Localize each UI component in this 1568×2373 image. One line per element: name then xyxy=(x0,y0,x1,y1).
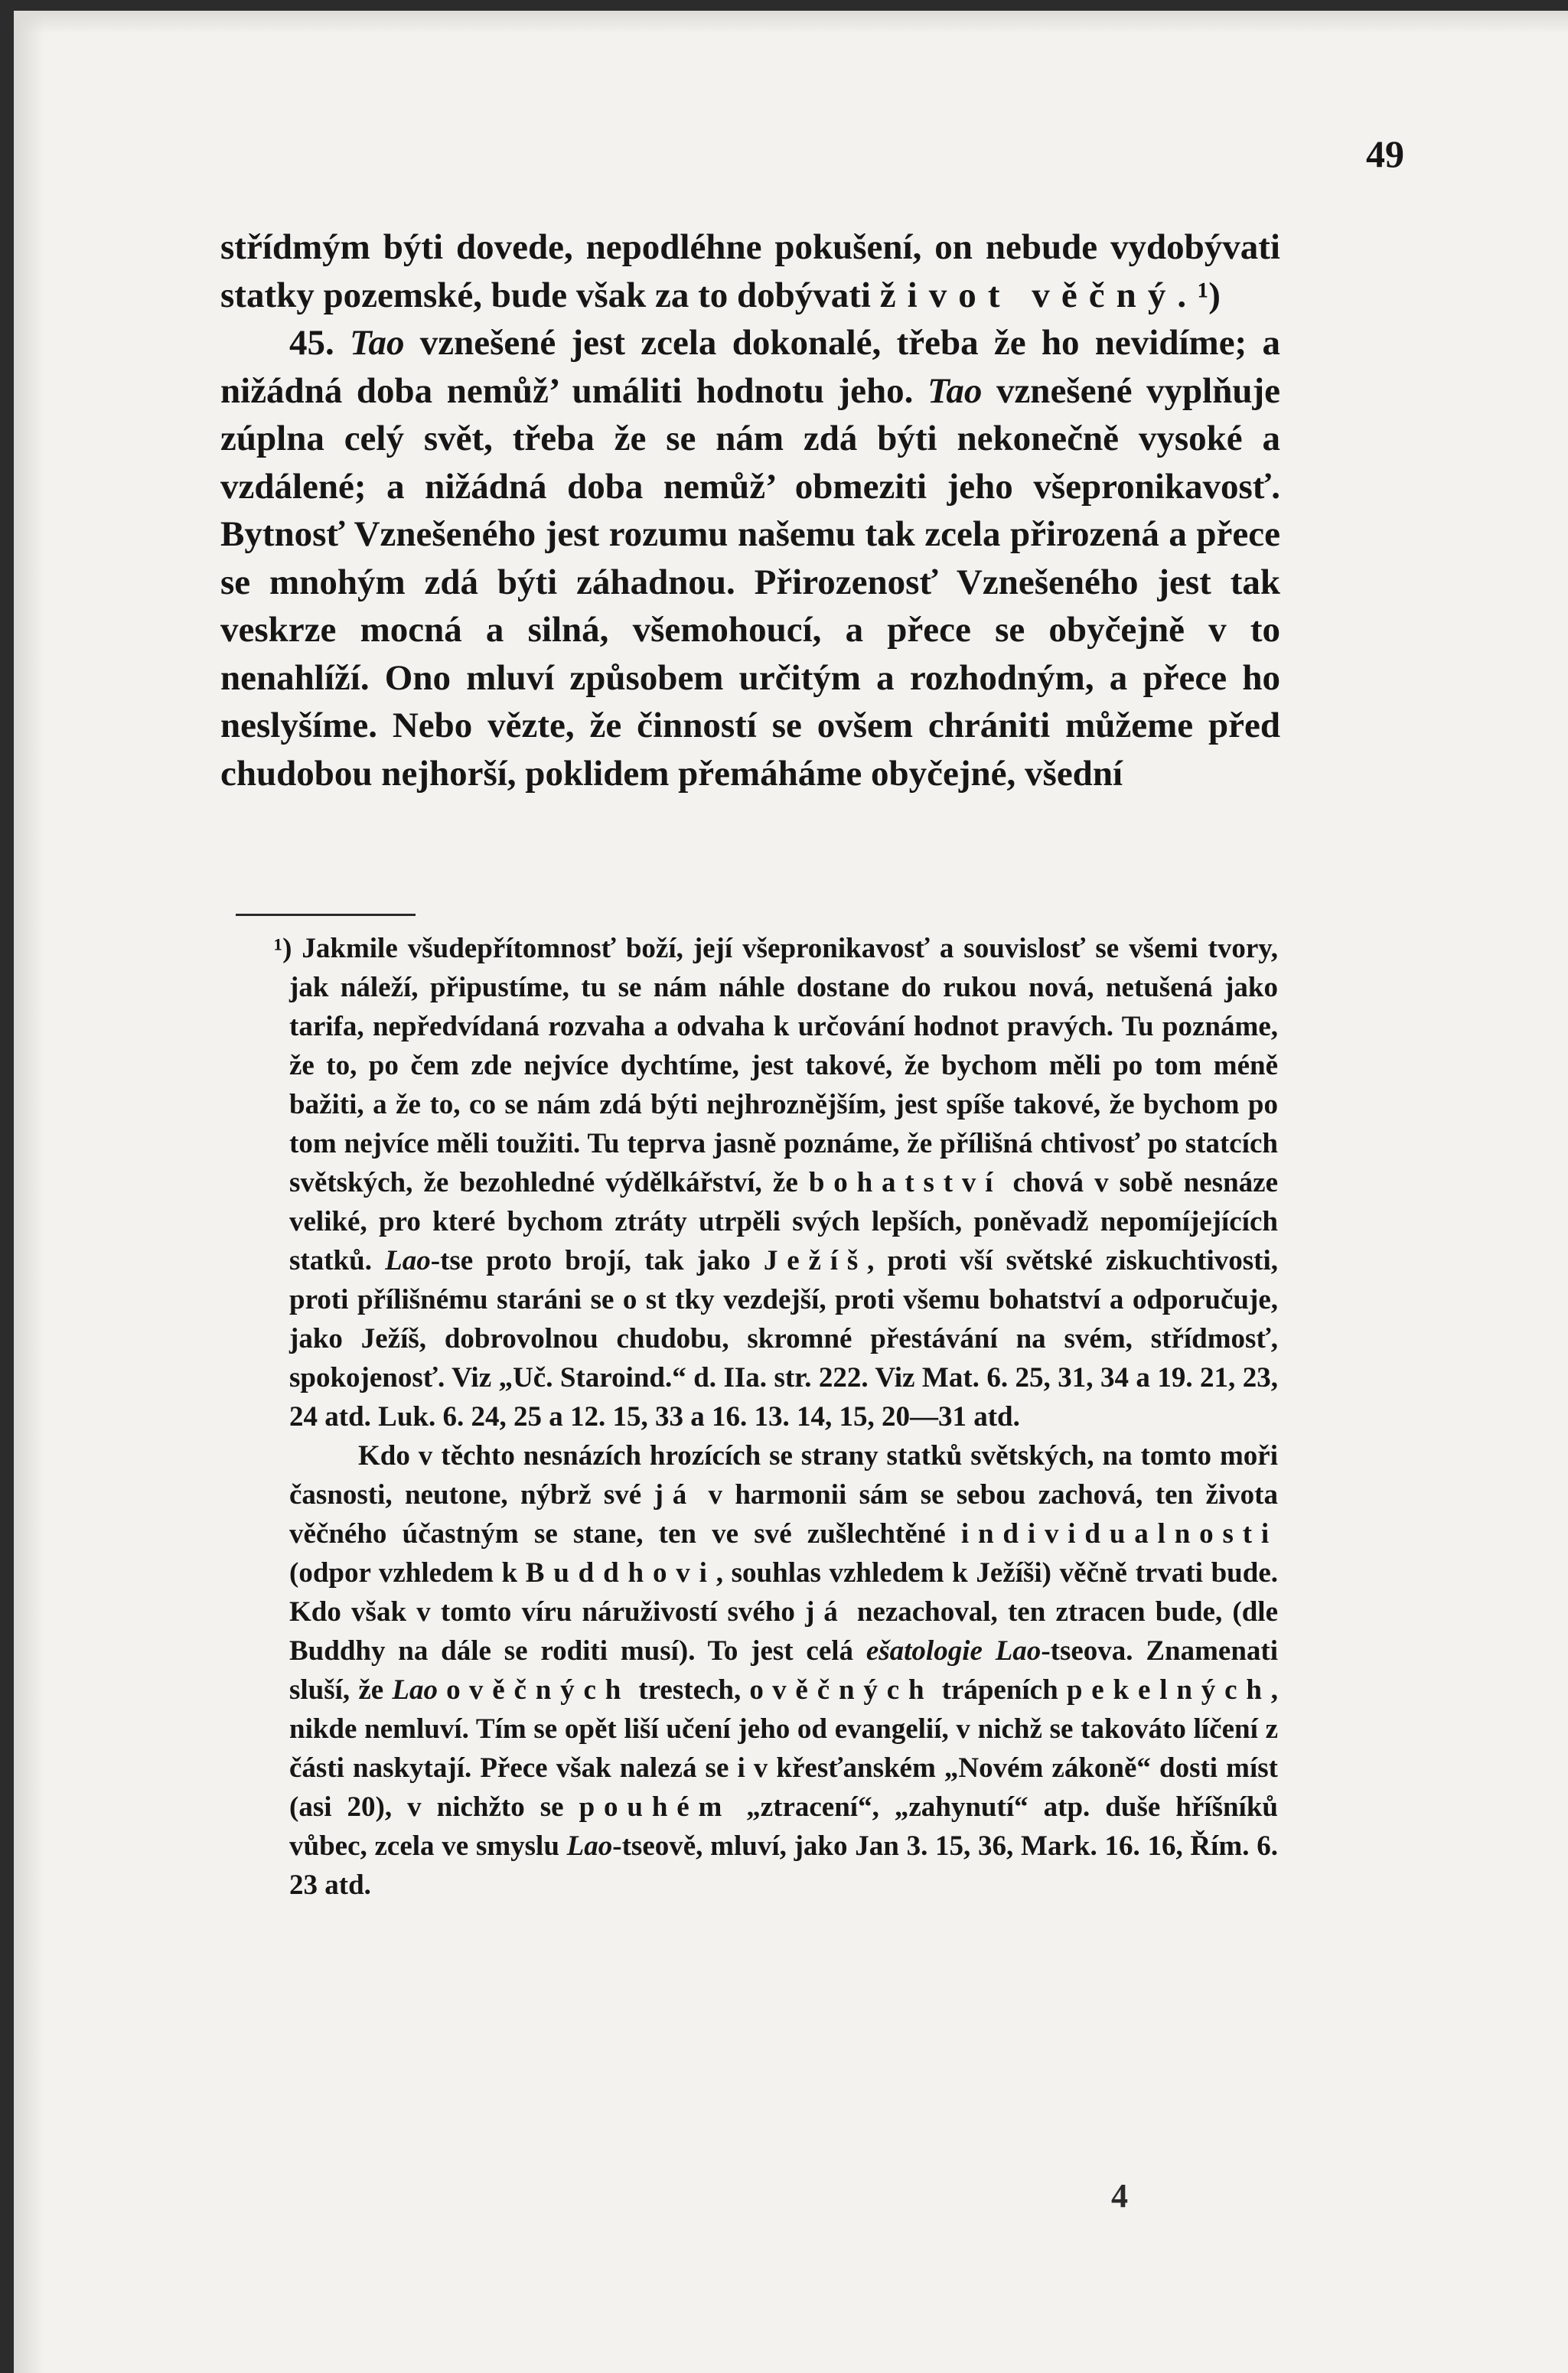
page-shadow-left xyxy=(14,11,44,2373)
paragraph-45: 45. Tao vznešené jest zcela dokonalé, třeba že ho nevidíme; a nižádná doba nemůž’ umáliti hodnotu jeho. Tao vznešené vyplňuje zúplna celý svět, třeba že se nám zdá býti nekonečně vysoké a vzdálené; a nižádná doba nemůž’ obmeziti jeho všepronikavosť. Bytnosť Vznešeného jest rozumu našemu tak zcela přirozená a přece se mnohým zdá býti záhadnou. Přirozenosť Vznešeného jest tak veskrze mocná a silná, všemohoucí, a přece se obyčejně v to nenahlíží. Ono mluví způsobem určitým a rozhodným, a přece ho neslyšíme. Nebo vězte, že činností se ovšem chrániti můžeme před chudobou nejhorší, poklidem přemáháme obyčejné, všední xyxy=(220,323,1280,794)
book-page xyxy=(14,11,1568,2373)
paragraph-continuation: střídmým býti dovede, nepodléhne pokušení, on nebude vydobývati statky pozemské, bude však za to dobývati život věčný.¹) xyxy=(220,227,1280,315)
sheet-signature-mark: 4 xyxy=(1111,2177,1128,2215)
page-shadow-top xyxy=(14,11,1568,34)
footnote-1: ¹) Jakmile všudepřítomnosť boží, její všepronikavosť a souvislosť se všemi tvory, jak náleží, připustíme, tu se nám náhle dostane do rukou nová, netušená jako tarifa, nepředvídaná rozvaha a odvaha k určování hodnot pravých. Tu poznáme, že to, po čem zde nejvíce dychtíme, jest takové, že bychom měli po tom méně bažiti, a že to, co se nám zdá býti nejhroznějším, jest spíše takové, že bychom po tom nejvíce měli toužiti. Tu teprva jasně poznáme, že přílišná chtivosť po statcích světských, že bezohledné výdělkářství, že bohatství chová v sobě nesnáze veliké, pro které bychom ztráty utrpěli svých lepších, poněvadž nepomíjejících statků. Lao-tse proto brojí, tak jako Ježíš, proti vší světské ziskuchtivosti, proti přílišnému staráni se o st tky vezdejší, proti všemu bohatství a odporučuje, jako Ježíš, dobrovolnou chudobu, skromné přestávání na svém, střídmosť, spokojenosť. Viz „Uč. Staroind.“ d. IIa. str. 222. Viz Mat. 6. 25, 31, 34 a 19. 21, 23, 24 atd. Luk. 6. 24, 25 a 12. 15, 33 a 16. 13. 14, 15, 20—31 atd. xyxy=(274,933,1278,1433)
page-number: 49 xyxy=(1366,132,1404,175)
footnote-1-continuation: Kdo v těchto nesnázích hrozících se strany statků světských, na tomto moři časnosti, neutone, nýbrž své já v harmonii sám se sebou zachová, ten života věčného účastným se stane, ten ve své zušlechtěné individualnosti (odpor vzhledem k Buddhovi, souhlas vzhledem k Ježíši) věčně trvati bude. Kdo však v tomto víru náruživostí svého já nezachoval, ten ztracen bude, (dle Buddhy na dále se roditi musí). To jest celá ešatologie Lao-tseova. Znamenati sluší, že Lao o věčných trestech, o věčných trápeních pekelných, nikde nemluví. Tím se opět liší učení jeho od evangelií, v nichž se takováto líčení z části naskytají. Přece však nalezá se i v křesťanském „Novém zákoně“ dosti míst (asi 20), v nichžto se pouhém „ztracení“, „zahynutí“ atp. duše hříšníků vůbec, zcela ve smyslu Lao-tseově, mluví, jako Jan 3. 15, 36, Mark. 16. 16, Řím. 6. 23 atd. xyxy=(289,1440,1279,1901)
footnotes xyxy=(274,929,1279,1905)
main-text xyxy=(220,223,1280,797)
footnote-divider xyxy=(236,914,416,916)
